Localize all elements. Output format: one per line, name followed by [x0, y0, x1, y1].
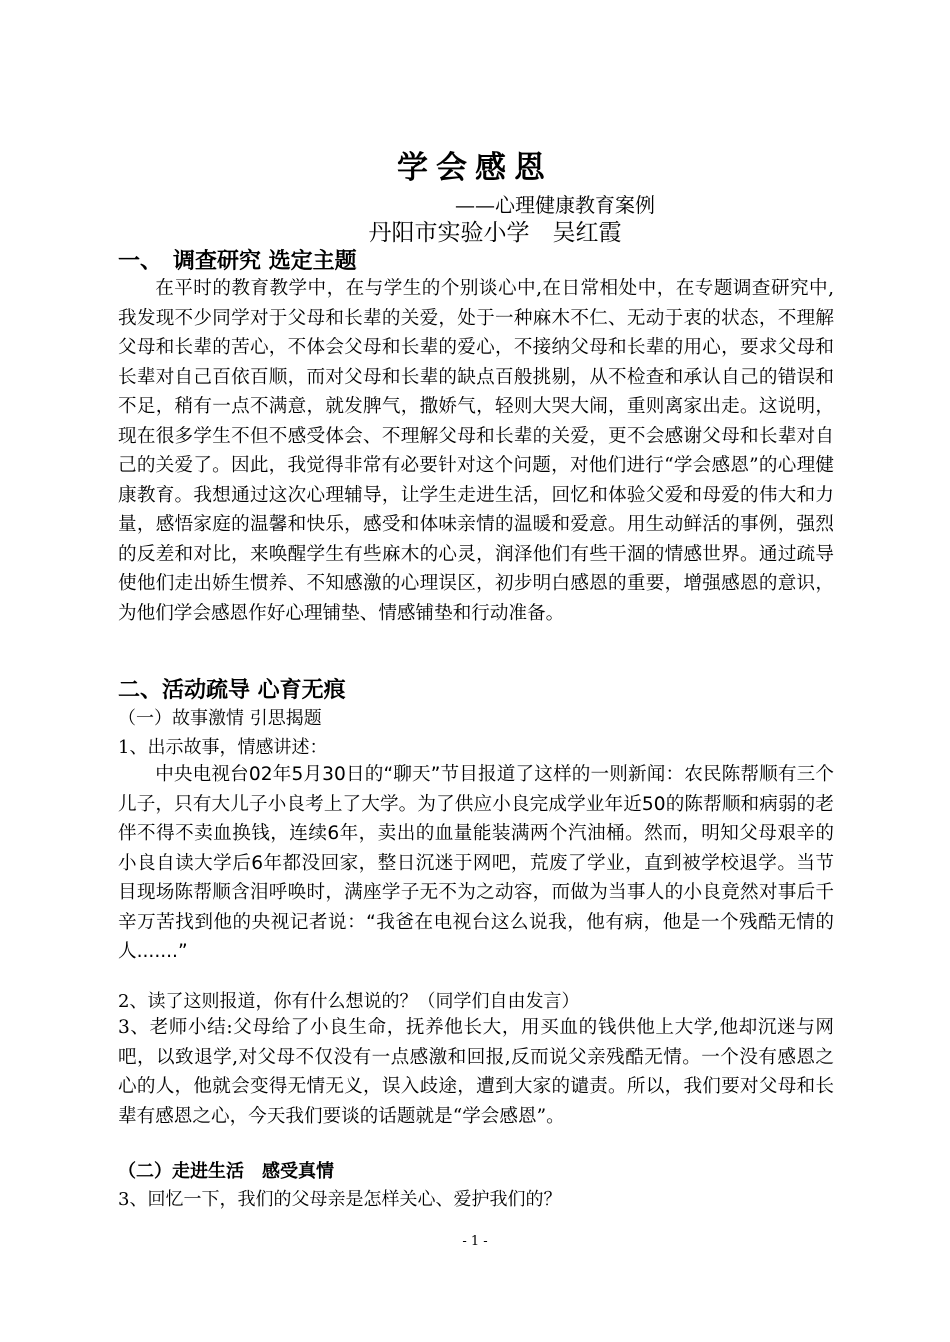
subsection-1-heading: （一）故事激情 引思揭题 — [118, 708, 322, 729]
section-1-paragraph: 在平时的教育教学中，在与学生的个别谈心中,在日常相处中，在专题调查研究中,我发现不少同学对于父母和长辈的关爱，处于一种麻木不仁、无动于衷的状态，不理解父母和长辈的苦心，不体会父母和长辈的爱心，不接纳父母和长辈的用心，要求父母和长辈对自己百依百顺，而对父母和长辈的缺点百般挑剔，从不检查和承认自己的错误和不足，稍有一点不满意，就发脾气，撒娇气，轻则大哭大闹，重则离家出走。这说明，现在很多学生不但不感受体会、不理解父母和长辈的关爱，更不会感谢父母和长辈对自己的关爱了。因此，我觉得非常有必要针对这个问题，对他们进行“学会感恩”的心理健康教育。我想通过这次心理辅导，让学生走进生活，回忆和体验父爱和母爱的伟大和力量，感悟家庭的温馨和快乐，感受和体味亲情的温暖和爱意。用生动鲜活的事例，强烈的反差和对比，来唤醒学生有些麻木的心灵，润泽他们有些干涸的情感世界。通过疏导使他们走出娇生惯养、不知感激的心理误区，初步明白感恩的重要，增强感恩的意识，为他们学会感恩作好心理铺垫、情感铺垫和行动准备。 — [118, 278, 834, 624]
document-author: 丹阳市实验小学 吴红霞 — [368, 220, 622, 246]
story-paragraph: 中央电视台02年5月30日的“聊天”节目报道了这样的一则新闻：农民陈帮顺有三个儿子，只有大儿子小良考上了大学。为了供应小良完成学业年近50的陈帮顺和病弱的老伴不得不卖血换钱，连续6年，卖出的血量能装满两个汽油桶。然而，明知父母艰辛的小良自读大学后6年都没回家，整日沉迷于网吧，荒废了学业，直到被学校退学。当节目现场陈帮顺含泪呼唤时，满座学子无不为之动容，而做为当事人的小良竟然对事后千辛万苦找到他的央视记者说：“我爸在电视台这么说我，他有病，他是一个残酷无情的人.......” — [118, 764, 834, 962]
story-block — [118, 760, 834, 967]
item-4: 3、回忆一下，我们的父母亲是怎样关心、爱护我们的？ — [118, 1189, 562, 1210]
teacher-summary-block — [118, 1013, 834, 1131]
section-1-body — [118, 274, 834, 628]
item-1: 1、出示故事，情感讲述： — [118, 737, 328, 758]
teacher-summary: 3、老师小结:父母给了小良生命，抚养他长大，用买血的钱供他上大学,他却沉迷与网吧，以致退学,对父母不仅没有一点感激和回报,反而说父亲残酷无情。一个没有感恩之心的人，他就会变得无情无义，误入歧途，遭到大家的谴责。所以，我们要对父母和长辈有感恩之心，今天我们要谈的话题就是“学会感恩”。 — [118, 1017, 834, 1127]
item-2: 2、读了这则报道，你有什么想说的？（同学们自由发言） — [118, 991, 580, 1012]
document-title: 学会感恩 — [397, 150, 553, 186]
page-number: - 1 - — [462, 1234, 488, 1249]
section-1-heading: 一、 调查研究 选定主题 — [118, 249, 357, 274]
subsection-2-heading: （二）走进生活 感受真情 — [118, 1161, 334, 1182]
document-subtitle: ——心理健康教育案例 — [455, 193, 655, 217]
section-2-heading: 二、活动疏导 心育无痕 — [118, 678, 346, 703]
